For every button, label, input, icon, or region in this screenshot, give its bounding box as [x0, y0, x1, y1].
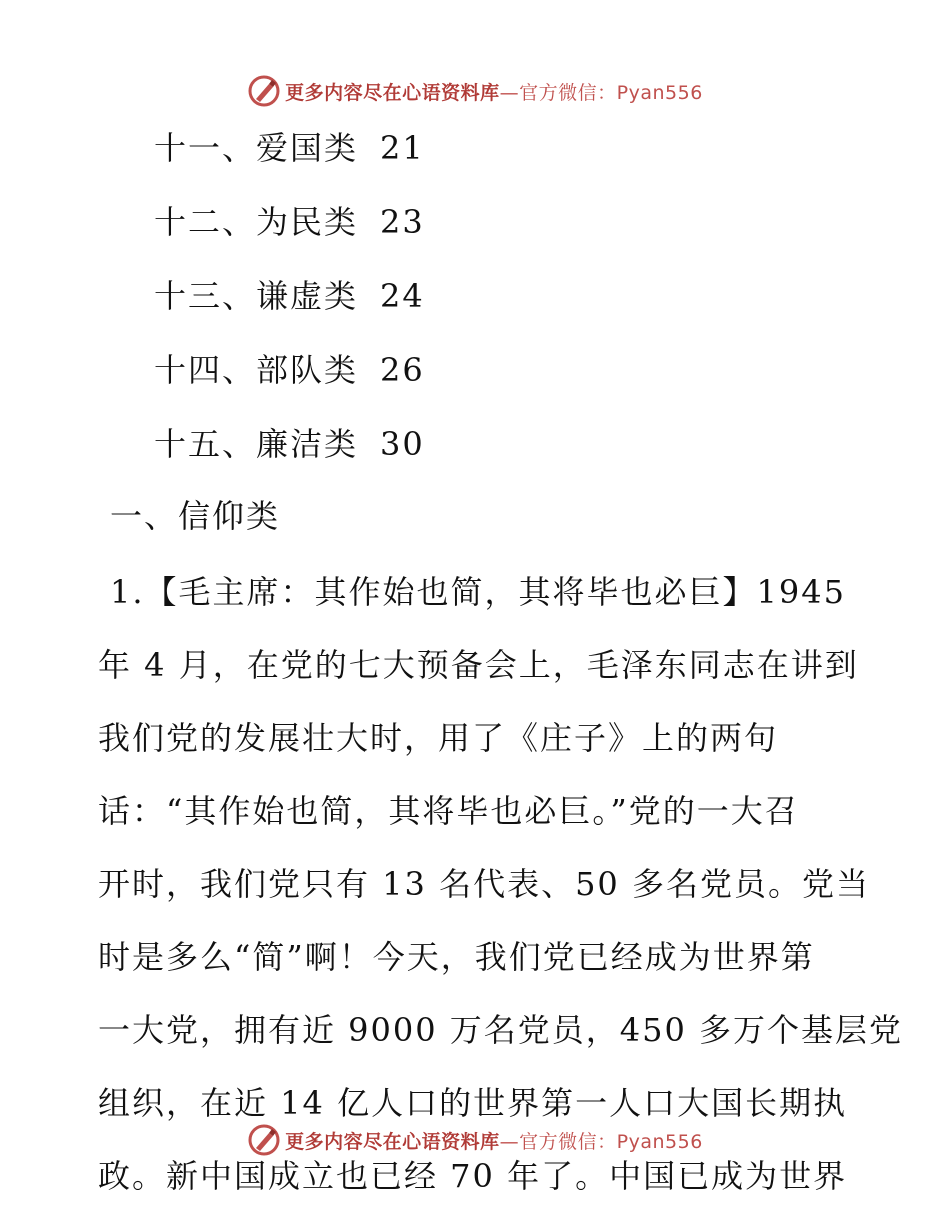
paragraph-line: 话：“其作始也简，其将毕也必巨。”党的一大召: [98, 792, 799, 830]
toc-item: [154, 270, 425, 344]
paragraph-line: 1.【毛主席：其作始也简，其将毕也必巨】1945: [110, 573, 846, 611]
toc-item-page: 23: [380, 203, 425, 241]
toc-item-label: 十二、为民类: [154, 203, 359, 241]
footer-banner-rest: —官方微信：Pyan556: [499, 1130, 703, 1153]
paragraph-line: 政。新中国成立也已经 70 年了。中国已成为世界: [98, 1157, 848, 1195]
toc-item: [154, 344, 425, 418]
toc-item-page: 30: [380, 425, 425, 463]
footer-banner-text: [285, 1127, 703, 1154]
paragraph-line: 年 4 月，在党的七大预备会上，毛泽东同志在讲到: [98, 646, 859, 684]
paragraph-line: 开时，我们党只有 13 名代表、50 多名党员。党当: [98, 865, 870, 903]
toc-item-page: 26: [380, 351, 425, 389]
toc-item: [154, 418, 425, 492]
paragraph-line: 时是多么“简”啊！今天，我们党已经成为世界第: [98, 938, 815, 976]
paragraph-line: 组织，在近 14 亿人口的世界第一人口大国长期执: [98, 1084, 848, 1122]
section-heading: 一、信仰类: [110, 497, 281, 535]
paragraph-line: 一大党，拥有近 9000 万名党员，450 多万个基层党: [98, 1011, 904, 1049]
toc-item: [154, 196, 425, 270]
toc-item-label: 十一、爱国类: [154, 129, 359, 167]
toc-item-page: 24: [380, 277, 425, 315]
toc-item-label: 十四、部队类: [154, 351, 359, 389]
header-banner-rest: —官方微信：Pyan556: [499, 81, 703, 104]
pen-logo-icon: [247, 1123, 281, 1157]
toc-item-page: 21: [380, 129, 425, 167]
header-banner: [0, 69, 950, 113]
pen-logo-icon: [247, 74, 281, 108]
footer-banner: [0, 1118, 950, 1162]
table-of-contents: [154, 122, 425, 492]
paragraph-line: 我们党的发展壮大时，用了《庄子》上的两句: [98, 719, 779, 757]
footer-banner-main: 更多内容尽在心语资料库: [285, 1130, 500, 1153]
toc-item-label: 十三、谦虚类: [154, 277, 359, 315]
header-banner-text: [285, 78, 703, 105]
toc-item: [154, 122, 425, 196]
toc-item-label: 十五、廉洁类: [154, 425, 359, 463]
header-banner-main: 更多内容尽在心语资料库: [285, 81, 500, 104]
